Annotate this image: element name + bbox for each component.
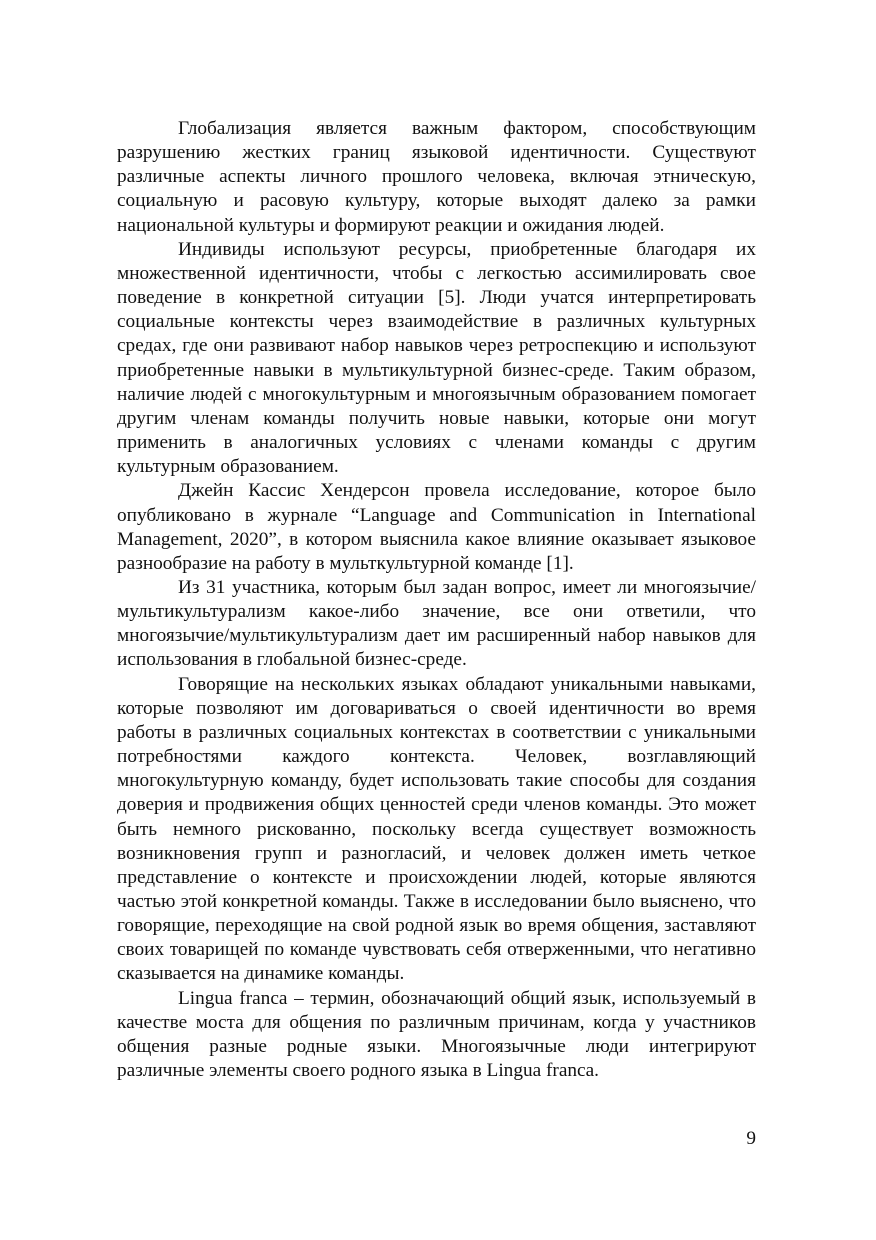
page-number: 9 xyxy=(746,1128,756,1149)
paragraph-globalization: Глобализация является важным фактором, способствующим разрушению жестких границ языковой идентичности. Существуют различные аспекты личного прошлого человека, включая этническую, социальную и расовую культуру, которые выходят далеко за рамки национальной культуры и формируют реакции и ожидания людей. xyxy=(117,118,756,236)
paragraph-henderson-study: Джейн Кассис Хендерсон провела исследование, которое было опубликовано в журнале “Language and Communication in International Management, 2020”, в котором выяснила какое влияние оказывает языковое разнообразие на работу в мульткультурной команде [1]. xyxy=(117,480,756,574)
body-text xyxy=(117,117,756,1083)
paragraph-individuals: Индивиды используют ресурсы, приобретенные благодаря их множественной идентичности, чтобы с легкостью ассимилировать свое поведение в конкретной ситуации [5]. Люди учатся интерпретировать социальные контексты через взаимодействие в различных культурных средах, где они развивают набор навыков через ретроспекцию и используют приобретенные навыки в мультикультурной бизнес-среде. Таким образом, наличие людей с многокультурным и многоязычным образованием помогает другим членам команды получить новые навыки, которые они могут применить в аналогичных условиях с членами команды с другим культурным образованием. xyxy=(117,238,756,478)
paragraph-lingua-franca: Lingua franca – термин, обозначающий общий язык, используемый в качестве моста для общения по различным причинам, когда у участников общения разные родные языки. Многоязычные люди интегрируют различные элементы своего родного языка в Lingua franca. xyxy=(117,987,756,1082)
paragraph-participants: Из 31 участника, которым был задан вопрос, имеет ли многоязычие/мультикультурализм какое-либо значение, все они ответили, что многоязычие/мультикультурализм дает им расширенный набор навыков для использования в глобальной бизнес-среде. xyxy=(117,576,756,671)
paragraph-multilingual-speakers: Говорящие на нескольких языках обладают уникальными навыками, которые позволяют им договариваться о своей идентичности во время работы в различных социальных контекстах в соответствии с уникальными потребностями каждого контекста. Человек, возглавляющий многокультурную команду, будет использовать такие способы для создания доверия и продвижения общих ценностей среди членов команды. Это может быть немного рискованно, поскольку всегда существует возможность возникновения групп и разногласий, и человек должен иметь четкое представление о контексте и происхождении людей, которые являются частью этой конкретной команды. Также в исследовании было выяснено, что говорящие, переходящие на свой родной язык во время общения, заставляют своих товарищей по команде чувствовать себя отверженными, что негативно сказывается на динамике команды. xyxy=(117,673,756,985)
